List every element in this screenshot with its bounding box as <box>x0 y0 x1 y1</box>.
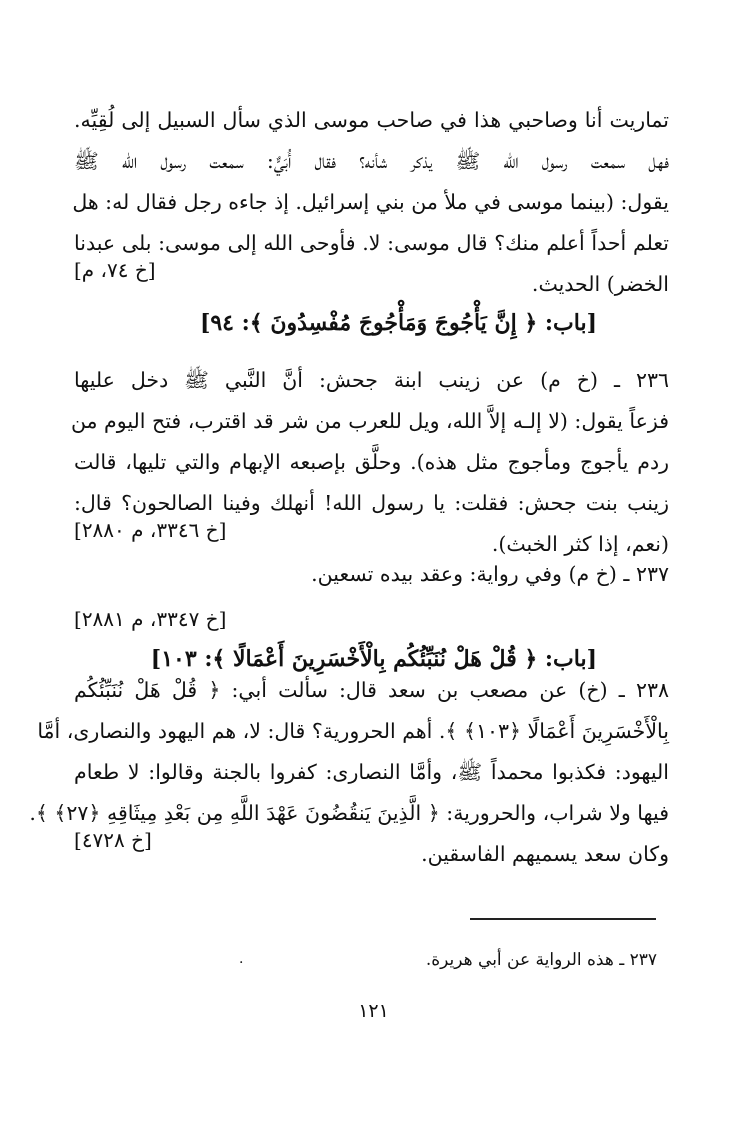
text-line-with-reference <box>74 258 669 305</box>
hadith-reference: [خ ٤٧٢٨] <box>74 828 152 852</box>
text-line: فزعاً يقول: (لا إلـه إلاَّ الله، ويل للعرب من شر قد اقترب، فتح اليوم من <box>70 409 669 433</box>
hadith-236 <box>70 360 669 565</box>
text-line: فيها ولا شراب، والحرورية: ﴿ الَّذِينَ يَنقُضُونَ عَهْدَ اللَّهِ مِن بَعْدِ مِيثَاقِهِ ﴿٢٧﴾ ﴾. <box>29 801 669 825</box>
text-line-with-reference <box>74 828 669 875</box>
hadith-237 <box>74 554 669 631</box>
text-line: ٢٣٦ ـ (خ م) عن زينب ابنة جحش: أنَّ النَّبي ﷺ دخل عليها <box>74 368 669 392</box>
hadith-238 <box>29 670 669 875</box>
text-line: يقول: (بينما موسى في ملأ من بني إسرائيل. إذ جاءه رجل فقال له: هل <box>72 190 669 214</box>
text-line: ٢٣٨ ـ (خ) عن مصعب بن سعد قال: سألت أبي: ﴿ قُلْ هَلْ نُنَبِّئُكُم <box>74 678 669 702</box>
text-line: زينب بنت جحش: فقلت: يا رسول الله! أنهلك وفينا الصالحون؟ قال: <box>74 491 669 515</box>
text-line: ٢٣٧ ـ (خ م) وفي رواية: وعقد بيده تسعين. <box>311 562 669 586</box>
text-line: الخضر) الحديث. <box>531 272 669 296</box>
text-line: تماريت أنا وصاحبي هذا في صاحب موسى الذي سأل السبيل إلى لُقِيِّه. <box>74 108 669 132</box>
stray-dot: · <box>239 955 244 971</box>
text-line: ردم يأجوج ومأجوج مثل هذه). وحلَّق بإصبعه الإبهام والتي تليها، قالت <box>74 450 669 474</box>
hadith-reference: [خ ٧٤، م] <box>74 258 156 282</box>
text-line: تعلم أحداً أعلم منك؟ قال موسى: لا. فأوحى الله إلى موسى: بلى عبدنا <box>74 231 669 255</box>
chapter-heading: [باب: ﴿ قُلْ هَلْ نُنَبِّئُكُم بِالْأَخْسَرِينَ أَعْمَالًا ﴾: ١٠٣] <box>150 646 597 672</box>
reference-line <box>74 595 669 631</box>
hadith-reference: [خ ٣٣٤٦، م ٢٨٨٠] <box>74 518 227 542</box>
page-number: ١٢١ <box>358 1000 389 1022</box>
text-line: وكان سعد يسميهم الفاسقين. <box>421 842 669 866</box>
text-line: اليهود: فكذبوا محمداً ﷺ، وأمَّا النصارى: كفروا بالجنة وقالوا: لا طعام <box>74 760 669 784</box>
hadith-continuation <box>74 100 669 305</box>
chapter-heading: [باب: ﴿ إِنَّ يَأْجُوجَ وَمَأْجُوجَ مُفْسِدُونَ ﴾: ٩٤] <box>199 310 597 336</box>
text-line: بِالْأَخْسَرِينَ أَعْمَالًا ﴿١٠٣﴾ ﴾. أهم الحرورية؟ قال: لا، هم اليهود والنصارى، أمَّا <box>37 719 669 743</box>
footnote-divider <box>470 918 656 920</box>
footnote: ٢٣٧ ـ هذه الرواية عن أبي هريرة. <box>425 950 657 970</box>
text-line: (نعم، إذا كثر الخبث). <box>491 532 669 556</box>
text-line: فهل سمعت رسول الله ﷺ يذكر شأنه؟ فقال أُبَيٌّ: سمعت رسول الله ﷺ <box>74 149 669 173</box>
hadith-reference: [خ ٣٣٤٧، م ٢٨٨١] <box>74 607 227 631</box>
